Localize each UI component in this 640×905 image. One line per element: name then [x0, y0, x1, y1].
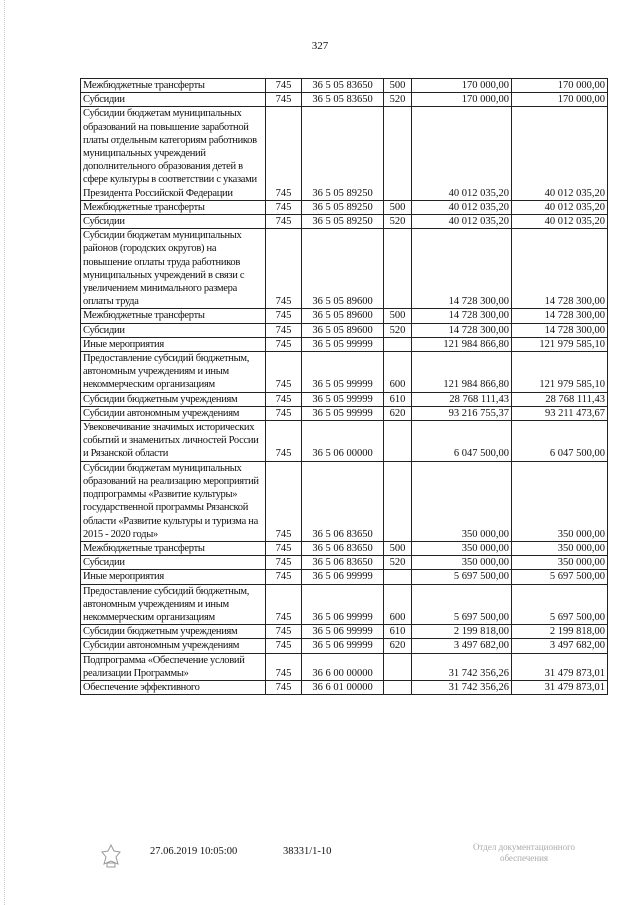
cell-ved: 745: [266, 653, 302, 680]
cell-vr: 520: [384, 215, 412, 229]
table-row: [81, 200, 608, 214]
page-number: 327: [311, 40, 329, 52]
cell-ved: 745: [266, 639, 302, 653]
cell-sum-next: 170 000,00: [512, 93, 608, 107]
cell-csr: 36 5 06 83650: [302, 556, 384, 570]
table-row: [81, 215, 608, 229]
cell-vr: [384, 229, 412, 309]
cell-sum-current: 5 697 500,00: [412, 584, 512, 625]
table-row: [81, 107, 608, 200]
cell-sum-next: 121 979 585,10: [512, 352, 608, 393]
cell-sum-current: 14 728 300,00: [412, 229, 512, 309]
cell-sum-current: 121 984 866,80: [412, 352, 512, 393]
cell-name: Предоставление субсидий бюджетным, автономным учреждениям и иным некоммерческим организациям: [81, 584, 266, 625]
cell-ved: 745: [266, 392, 302, 406]
cell-vr: 500: [384, 541, 412, 555]
cell-ved: 745: [266, 352, 302, 393]
cell-sum-current: 3 497 682,00: [412, 639, 512, 653]
cell-ved: 745: [266, 461, 302, 541]
cell-csr: 36 5 05 89600: [302, 323, 384, 337]
table-row: [81, 680, 608, 694]
table-row: [81, 625, 608, 639]
cell-name: Субсидии бюджетам муниципальных образований на реализацию мероприятий подпрограммы «Развитие культуры» государственной программы Рязанской области «Развитие культуры и туризма на 2015 - 2020 годы»: [81, 461, 266, 541]
cell-vr: 500: [384, 79, 412, 93]
cell-vr: 500: [384, 309, 412, 323]
cell-csr: 36 5 05 89600: [302, 309, 384, 323]
table-row: [81, 584, 608, 625]
cell-vr: [384, 421, 412, 462]
table-row: [81, 392, 608, 406]
cell-csr: 36 5 05 89600: [302, 229, 384, 309]
cell-sum-next: 14 728 300,00: [512, 309, 608, 323]
cell-sum-current: 40 012 035,20: [412, 107, 512, 200]
cell-csr: 36 5 05 83650: [302, 79, 384, 93]
cell-sum-current: 93 216 755,37: [412, 406, 512, 420]
cell-sum-current: 14 728 300,00: [412, 309, 512, 323]
cell-ved: 745: [266, 107, 302, 200]
cell-sum-next: 350 000,00: [512, 556, 608, 570]
cell-ved: 745: [266, 584, 302, 625]
cell-csr: 36 5 05 99999: [302, 406, 384, 420]
table-row: [81, 406, 608, 420]
cell-ved: 745: [266, 309, 302, 323]
cell-vr: 600: [384, 584, 412, 625]
table-row: [81, 421, 608, 462]
cell-vr: 520: [384, 323, 412, 337]
cell-name: Субсидии автономным учреждениям: [81, 406, 266, 420]
cell-sum-current: 350 000,00: [412, 461, 512, 541]
cell-csr: 36 5 05 99999: [302, 392, 384, 406]
cell-name: Субсидии: [81, 323, 266, 337]
cell-ved: 745: [266, 625, 302, 639]
table-row: [81, 352, 608, 393]
cell-ved: 745: [266, 337, 302, 351]
cell-sum-next: 6 047 500,00: [512, 421, 608, 462]
cell-name: Межбюджетные трансферты: [81, 309, 266, 323]
cell-sum-current: 31 742 356,26: [412, 680, 512, 694]
cell-name: Иные мероприятия: [81, 570, 266, 584]
cell-sum-current: 170 000,00: [412, 79, 512, 93]
cell-vr: [384, 461, 412, 541]
cell-sum-next: 93 211 473,67: [512, 406, 608, 420]
table-row: [81, 653, 608, 680]
cell-csr: 36 6 01 00000: [302, 680, 384, 694]
cell-sum-current: 6 047 500,00: [412, 421, 512, 462]
cell-sum-current: 350 000,00: [412, 541, 512, 555]
footer-datetime: 27.06.2019 10:05:00: [150, 846, 238, 857]
cell-vr: 500: [384, 200, 412, 214]
cell-ved: 745: [266, 200, 302, 214]
cell-vr: 620: [384, 639, 412, 653]
cell-ved: 745: [266, 541, 302, 555]
table-row: [81, 323, 608, 337]
cell-ved: 745: [266, 406, 302, 420]
table-row: [81, 556, 608, 570]
cell-sum-next: 14 728 300,00: [512, 229, 608, 309]
cell-csr: 36 5 05 89250: [302, 200, 384, 214]
cell-sum-current: 350 000,00: [412, 556, 512, 570]
cell-vr: 520: [384, 556, 412, 570]
cell-vr: 600: [384, 352, 412, 393]
cell-sum-current: 170 000,00: [412, 93, 512, 107]
cell-csr: 36 5 06 99999: [302, 570, 384, 584]
cell-csr: 36 5 06 99999: [302, 625, 384, 639]
cell-sum-current: 31 742 356,26: [412, 653, 512, 680]
cell-ved: 745: [266, 215, 302, 229]
footer-doc-code: 38331/1-10: [283, 846, 332, 857]
table-row: [81, 79, 608, 93]
cell-name: Межбюджетные трансферты: [81, 541, 266, 555]
cell-vr: 610: [384, 625, 412, 639]
cell-name: Иные мероприятия: [81, 337, 266, 351]
cell-sum-next: 40 012 035,20: [512, 215, 608, 229]
cell-sum-next: 350 000,00: [512, 461, 608, 541]
table-row: [81, 337, 608, 351]
cell-sum-next: 3 497 682,00: [512, 639, 608, 653]
cell-csr: 36 5 05 89250: [302, 107, 384, 200]
cell-csr: 36 5 06 99999: [302, 639, 384, 653]
cell-vr: 620: [384, 406, 412, 420]
cell-csr: 36 5 05 99999: [302, 352, 384, 393]
table-row: [81, 541, 608, 555]
cell-sum-next: 31 479 873,01: [512, 653, 608, 680]
cell-vr: [384, 107, 412, 200]
table-row: [81, 229, 608, 309]
cell-csr: 36 5 05 99999: [302, 337, 384, 351]
cell-csr: 36 5 06 83650: [302, 461, 384, 541]
seal-line-1: Отдел документационного: [472, 842, 576, 852]
cell-csr: 36 5 05 83650: [302, 93, 384, 107]
table-row: [81, 93, 608, 107]
cell-sum-next: 170 000,00: [512, 79, 608, 93]
cell-sum-current: 2 199 818,00: [412, 625, 512, 639]
cell-name: Субсидии: [81, 93, 266, 107]
cell-sum-current: 5 697 500,00: [412, 570, 512, 584]
cell-ved: 745: [266, 556, 302, 570]
cell-name: Обеспечение эффективного: [81, 680, 266, 694]
cell-name: Субсидии бюджетам муниципальных образований на повышение заработной платы отдельным категориям работников муниципальных учреждений дополнительного образования детей в сфере культуры в соответствии с указами Президента Российской Федерации: [81, 107, 266, 200]
department-seal: [444, 842, 604, 864]
cell-vr: [384, 653, 412, 680]
cell-ved: 745: [266, 570, 302, 584]
cell-sum-current: 28 768 111,43: [412, 392, 512, 406]
cell-name: Субсидии: [81, 556, 266, 570]
cell-sum-next: 2 199 818,00: [512, 625, 608, 639]
cell-name: Межбюджетные трансферты: [81, 79, 266, 93]
cell-vr: [384, 337, 412, 351]
cell-csr: 36 6 00 00000: [302, 653, 384, 680]
cell-sum-next: 31 479 873,01: [512, 680, 608, 694]
budget-table: [80, 78, 608, 695]
cell-ved: 745: [266, 93, 302, 107]
cell-name: Межбюджетные трансферты: [81, 200, 266, 214]
cell-sum-current: 40 012 035,20: [412, 215, 512, 229]
cell-ved: 745: [266, 421, 302, 462]
cell-vr: [384, 570, 412, 584]
cell-sum-next: 28 768 111,43: [512, 392, 608, 406]
cell-ved: 745: [266, 323, 302, 337]
cell-sum-next: 40 012 035,20: [512, 107, 608, 200]
cell-ved: 745: [266, 680, 302, 694]
cell-name: Субсидии автономным учреждениям: [81, 639, 266, 653]
cell-vr: [384, 680, 412, 694]
cell-name: Субсидии бюджетным учреждениям: [81, 392, 266, 406]
table-row: [81, 309, 608, 323]
cell-csr: 36 5 05 89250: [302, 215, 384, 229]
cell-sum-next: 5 697 500,00: [512, 570, 608, 584]
cell-sum-next: 350 000,00: [512, 541, 608, 555]
cell-csr: 36 5 06 00000: [302, 421, 384, 462]
margin-line: [4, 0, 6, 905]
cell-sum-next: 121 979 585,10: [512, 337, 608, 351]
cell-sum-next: 5 697 500,00: [512, 584, 608, 625]
cell-sum-next: 14 728 300,00: [512, 323, 608, 337]
table-row: [81, 570, 608, 584]
cell-ved: 745: [266, 79, 302, 93]
cell-vr: 520: [384, 93, 412, 107]
cell-name: Субсидии бюджетным учреждениям: [81, 625, 266, 639]
cell-sum-current: 121 984 866,80: [412, 337, 512, 351]
table-row: [81, 639, 608, 653]
table-row: [81, 461, 608, 541]
seal-line-2: обеспечения: [499, 853, 549, 863]
cell-csr: 36 5 06 99999: [302, 584, 384, 625]
cell-ved: 745: [266, 229, 302, 309]
cell-name: Предоставление субсидий бюджетным, автономным учреждениям и иным некоммерческим организациям: [81, 352, 266, 393]
cell-csr: 36 5 06 83650: [302, 541, 384, 555]
cell-name: Субсидии бюджетам муниципальных районов (городских округов) на повышение оплаты труда работников муниципальных учреждений в связи с увеличением минимального размера оплаты труда: [81, 229, 266, 309]
cell-name: Субсидии: [81, 215, 266, 229]
cell-sum-current: 40 012 035,20: [412, 200, 512, 214]
stamp-icon: [98, 843, 124, 869]
cell-sum-next: 40 012 035,20: [512, 200, 608, 214]
cell-name: Подпрограмма «Обеспечение условий реализации Программы»: [81, 653, 266, 680]
cell-name: Увековечивание значимых исторических событий и знаменитых личностей России и Рязанской области: [81, 421, 266, 462]
cell-sum-current: 14 728 300,00: [412, 323, 512, 337]
cell-vr: 610: [384, 392, 412, 406]
